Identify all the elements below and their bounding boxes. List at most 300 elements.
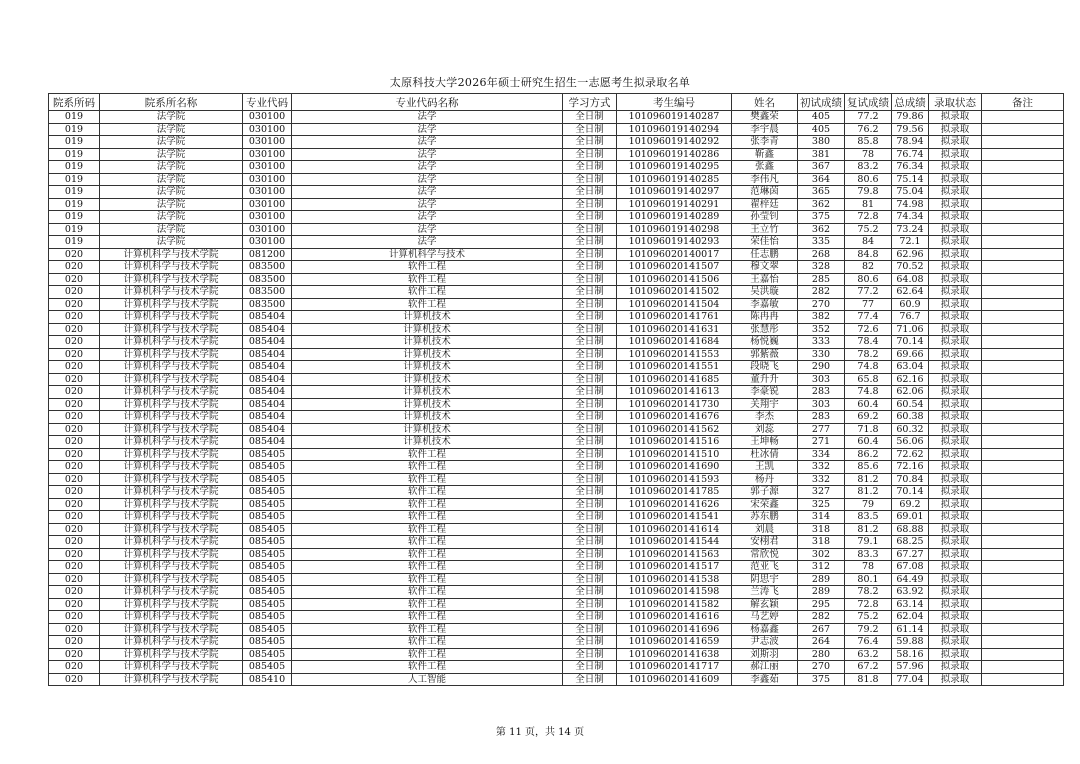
- cell-student-name: 安栩君: [732, 536, 798, 549]
- cell-major-code: 085405: [243, 448, 292, 461]
- cell-dept-code: 020: [49, 323, 100, 336]
- cell-major-code: 030100: [243, 173, 292, 186]
- cell-admission-status: 拟录取: [929, 548, 982, 561]
- cell-remarks: [982, 298, 1064, 311]
- cell-dept-name: 计算机科学与技术学院: [100, 298, 243, 311]
- cell-prelim-score: 327: [798, 486, 845, 499]
- cell-student-name: 尹志波: [732, 636, 798, 649]
- cell-dept-code: 020: [49, 336, 100, 349]
- cell-prelim-score: 303: [798, 373, 845, 386]
- cell-remarks: [982, 623, 1064, 636]
- cell-total-score: 63.04: [892, 361, 929, 374]
- cell-major-code: 085405: [243, 536, 292, 549]
- cell-total-score: 67.27: [892, 548, 929, 561]
- cell-remarks: [982, 261, 1064, 274]
- cell-major-name: 软件工程: [292, 511, 563, 524]
- cell-retest-score: 76.4: [845, 636, 892, 649]
- cell-retest-score: 77.2: [845, 286, 892, 299]
- cell-candidate-id: 101096020141598: [617, 586, 732, 599]
- cell-prelim-score: 280: [798, 648, 845, 661]
- cell-prelim-score: 314: [798, 511, 845, 524]
- cell-student-name: 杨丹: [732, 473, 798, 486]
- cell-dept-name: 计算机科学与技术学院: [100, 411, 243, 424]
- cell-retest-score: 72.6: [845, 323, 892, 336]
- cell-student-name: 董升升: [732, 373, 798, 386]
- cell-candidate-id: 101096019140289: [617, 211, 732, 224]
- cell-admission-status: 拟录取: [929, 223, 982, 236]
- cell-remarks: [982, 198, 1064, 211]
- cell-dept-code: 020: [49, 673, 100, 686]
- cell-candidate-id: 101096019140295: [617, 161, 732, 174]
- cell-major-code: 085405: [243, 523, 292, 536]
- cell-student-name: 靳鑫: [732, 148, 798, 161]
- cell-admission-status: 拟录取: [929, 148, 982, 161]
- cell-candidate-id: 101096020141761: [617, 311, 732, 324]
- cell-major-name: 软件工程: [292, 448, 563, 461]
- cell-admission-status: 拟录取: [929, 261, 982, 274]
- cell-dept-name: 计算机科学与技术学院: [100, 636, 243, 649]
- cell-prelim-score: 328: [798, 261, 845, 274]
- cell-total-score: 60.54: [892, 398, 929, 411]
- column-header-dept-name: 院系所名称: [100, 94, 243, 111]
- cell-remarks: [982, 423, 1064, 436]
- cell-study-mode: 全日制: [563, 536, 617, 549]
- cell-major-code: 085405: [243, 511, 292, 524]
- cell-candidate-id: 101096019140285: [617, 173, 732, 186]
- cell-retest-score: 75.2: [845, 611, 892, 624]
- cell-dept-name: 计算机科学与技术学院: [100, 673, 243, 686]
- cell-major-name: 软件工程: [292, 561, 563, 574]
- cell-dept-name: 计算机科学与技术学院: [100, 623, 243, 636]
- cell-major-name: 计算机技术: [292, 361, 563, 374]
- cell-retest-score: 74.8: [845, 361, 892, 374]
- cell-dept-name: 计算机科学与技术学院: [100, 398, 243, 411]
- table-row: [49, 123, 1064, 136]
- cell-retest-score: 79.1: [845, 536, 892, 549]
- cell-candidate-id: 101096020141696: [617, 623, 732, 636]
- cell-dept-code: 019: [49, 186, 100, 199]
- cell-remarks: [982, 323, 1064, 336]
- cell-retest-score: 78.2: [845, 348, 892, 361]
- cell-major-name: 软件工程: [292, 273, 563, 286]
- cell-total-score: 70.14: [892, 486, 929, 499]
- cell-dept-code: 020: [49, 511, 100, 524]
- cell-major-code: 030100: [243, 148, 292, 161]
- cell-major-code: 085405: [243, 623, 292, 636]
- cell-admission-status: 拟录取: [929, 611, 982, 624]
- cell-dept-name: 法学院: [100, 186, 243, 199]
- cell-student-name: 王坤畅: [732, 436, 798, 449]
- cell-admission-status: 拟录取: [929, 536, 982, 549]
- cell-retest-score: 60.4: [845, 398, 892, 411]
- cell-student-name: 杨悦巍: [732, 336, 798, 349]
- cell-retest-score: 81.2: [845, 486, 892, 499]
- cell-retest-score: 74.8: [845, 386, 892, 399]
- cell-candidate-id: 101096020141659: [617, 636, 732, 649]
- document-title: 太原科技大学2026年硕士研究生招生一志愿考生拟录取名单: [389, 76, 691, 89]
- table-row: [49, 636, 1064, 649]
- column-header-study-mode: 学习方式: [563, 94, 617, 111]
- cell-major-code: 030100: [243, 186, 292, 199]
- cell-dept-code: 020: [49, 461, 100, 474]
- cell-total-score: 76.34: [892, 161, 929, 174]
- cell-admission-status: 拟录取: [929, 448, 982, 461]
- cell-candidate-id: 101096020141563: [617, 548, 732, 561]
- cell-total-score: 62.64: [892, 286, 929, 299]
- cell-total-score: 68.88: [892, 523, 929, 536]
- cell-total-score: 71.06: [892, 323, 929, 336]
- cell-dept-code: 020: [49, 436, 100, 449]
- cell-total-score: 67.08: [892, 561, 929, 574]
- cell-major-name: 软件工程: [292, 548, 563, 561]
- cell-major-name: 法学: [292, 111, 563, 124]
- column-header-student-name: 姓名: [732, 94, 798, 111]
- cell-major-code: 083500: [243, 298, 292, 311]
- cell-dept-name: 法学院: [100, 148, 243, 161]
- cell-dept-name: 计算机科学与技术学院: [100, 273, 243, 286]
- cell-student-name: 李伟凡: [732, 173, 798, 186]
- cell-major-name: 软件工程: [292, 598, 563, 611]
- cell-retest-score: 80.1: [845, 573, 892, 586]
- cell-candidate-id: 101096019140293: [617, 236, 732, 249]
- cell-total-score: 78.94: [892, 136, 929, 149]
- cell-major-name: 软件工程: [292, 461, 563, 474]
- cell-remarks: [982, 361, 1064, 374]
- cell-candidate-id: 101096020141676: [617, 411, 732, 424]
- cell-admission-status: 拟录取: [929, 361, 982, 374]
- cell-study-mode: 全日制: [563, 173, 617, 186]
- cell-admission-status: 拟录取: [929, 336, 982, 349]
- cell-admission-status: 拟录取: [929, 523, 982, 536]
- cell-dept-code: 020: [49, 486, 100, 499]
- cell-total-score: 60.9: [892, 298, 929, 311]
- cell-retest-score: 65.8: [845, 373, 892, 386]
- cell-student-name: 王立竹: [732, 223, 798, 236]
- cell-retest-score: 78: [845, 148, 892, 161]
- cell-major-code: 085404: [243, 386, 292, 399]
- cell-major-code: 085404: [243, 373, 292, 386]
- cell-dept-name: 计算机科学与技术学院: [100, 548, 243, 561]
- cell-major-name: 计算机技术: [292, 386, 563, 399]
- cell-dept-code: 019: [49, 161, 100, 174]
- cell-retest-score: 83.2: [845, 161, 892, 174]
- table-body: [49, 111, 1064, 686]
- cell-study-mode: 全日制: [563, 523, 617, 536]
- cell-study-mode: 全日制: [563, 161, 617, 174]
- cell-total-score: 72.1: [892, 236, 929, 249]
- cell-student-name: 翟梓廷: [732, 198, 798, 211]
- cell-student-name: 范琳茵: [732, 186, 798, 199]
- cell-major-name: 法学: [292, 161, 563, 174]
- cell-dept-code: 020: [49, 448, 100, 461]
- cell-admission-status: 拟录取: [929, 586, 982, 599]
- cell-prelim-score: 380: [798, 136, 845, 149]
- cell-major-code: 085404: [243, 436, 292, 449]
- table-row: [49, 111, 1064, 124]
- cell-student-name: 穆文翠: [732, 261, 798, 274]
- cell-study-mode: 全日制: [563, 273, 617, 286]
- cell-retest-score: 81.2: [845, 523, 892, 536]
- cell-dept-code: 020: [49, 561, 100, 574]
- cell-major-code: 085405: [243, 461, 292, 474]
- cell-admission-status: 拟录取: [929, 423, 982, 436]
- table-row: [49, 211, 1064, 224]
- cell-major-code: 030100: [243, 211, 292, 224]
- cell-student-name: 常欣悦: [732, 548, 798, 561]
- cell-major-name: 软件工程: [292, 611, 563, 624]
- cell-dept-code: 020: [49, 636, 100, 649]
- cell-study-mode: 全日制: [563, 498, 617, 511]
- table-row: [49, 461, 1064, 474]
- cell-major-name: 软件工程: [292, 573, 563, 586]
- cell-total-score: 57.96: [892, 661, 929, 674]
- cell-major-name: 软件工程: [292, 648, 563, 661]
- cell-prelim-score: 270: [798, 298, 845, 311]
- cell-candidate-id: 101096020141730: [617, 398, 732, 411]
- cell-remarks: [982, 211, 1064, 224]
- cell-student-name: 张鑫: [732, 161, 798, 174]
- cell-remarks: [982, 461, 1064, 474]
- cell-study-mode: 全日制: [563, 473, 617, 486]
- cell-prelim-score: 352: [798, 323, 845, 336]
- cell-candidate-id: 101096020141631: [617, 323, 732, 336]
- cell-remarks: [982, 373, 1064, 386]
- cell-dept-name: 计算机科学与技术学院: [100, 373, 243, 386]
- cell-retest-score: 69.2: [845, 411, 892, 424]
- cell-study-mode: 全日制: [563, 611, 617, 624]
- cell-total-score: 75.04: [892, 186, 929, 199]
- cell-remarks: [982, 636, 1064, 649]
- table-row: [49, 186, 1064, 199]
- cell-retest-score: 78.4: [845, 336, 892, 349]
- cell-dept-name: 法学院: [100, 236, 243, 249]
- cell-dept-name: 计算机科学与技术学院: [100, 536, 243, 549]
- cell-prelim-score: 271: [798, 436, 845, 449]
- cell-remarks: [982, 611, 1064, 624]
- table-row: [49, 311, 1064, 324]
- cell-dept-code: 019: [49, 148, 100, 161]
- cell-dept-code: 019: [49, 123, 100, 136]
- cell-remarks: [982, 511, 1064, 524]
- cell-dept-name: 计算机科学与技术学院: [100, 348, 243, 361]
- cell-prelim-score: 318: [798, 536, 845, 549]
- cell-prelim-score: 290: [798, 361, 845, 374]
- table-row: [49, 386, 1064, 399]
- table-row: [49, 673, 1064, 686]
- cell-dept-code: 019: [49, 211, 100, 224]
- cell-dept-name: 法学院: [100, 198, 243, 211]
- cell-major-code: 085405: [243, 636, 292, 649]
- cell-dept-name: 计算机科学与技术学院: [100, 586, 243, 599]
- cell-total-score: 74.34: [892, 211, 929, 224]
- cell-total-score: 59.88: [892, 636, 929, 649]
- cell-retest-score: 77: [845, 298, 892, 311]
- cell-prelim-score: 362: [798, 198, 845, 211]
- cell-major-name: 法学: [292, 198, 563, 211]
- cell-study-mode: 全日制: [563, 386, 617, 399]
- cell-major-code: 030100: [243, 111, 292, 124]
- cell-prelim-score: 289: [798, 586, 845, 599]
- cell-major-name: 软件工程: [292, 298, 563, 311]
- cell-remarks: [982, 573, 1064, 586]
- table-row: [49, 511, 1064, 524]
- cell-major-code: 085404: [243, 361, 292, 374]
- cell-prelim-score: 332: [798, 473, 845, 486]
- cell-major-name: 计算机技术: [292, 373, 563, 386]
- cell-admission-status: 拟录取: [929, 411, 982, 424]
- cell-remarks: [982, 248, 1064, 261]
- cell-study-mode: 全日制: [563, 636, 617, 649]
- table-row: [49, 661, 1064, 674]
- cell-student-name: 李杰: [732, 411, 798, 424]
- cell-dept-name: 计算机科学与技术学院: [100, 611, 243, 624]
- cell-student-name: 段晓飞: [732, 361, 798, 374]
- cell-prelim-score: 283: [798, 386, 845, 399]
- table-row: [49, 236, 1064, 249]
- table-row: [49, 136, 1064, 149]
- cell-study-mode: 全日制: [563, 448, 617, 461]
- cell-dept-name: 计算机科学与技术学院: [100, 336, 243, 349]
- cell-admission-status: 拟录取: [929, 486, 982, 499]
- cell-study-mode: 全日制: [563, 298, 617, 311]
- cell-major-name: 法学: [292, 136, 563, 149]
- cell-admission-status: 拟录取: [929, 161, 982, 174]
- cell-dept-name: 计算机科学与技术学院: [100, 361, 243, 374]
- cell-dept-name: 计算机科学与技术学院: [100, 561, 243, 574]
- cell-major-name: 法学: [292, 173, 563, 186]
- cell-study-mode: 全日制: [563, 598, 617, 611]
- cell-prelim-score: 405: [798, 111, 845, 124]
- cell-dept-name: 法学院: [100, 223, 243, 236]
- cell-candidate-id: 101096020141609: [617, 673, 732, 686]
- table-row: [49, 361, 1064, 374]
- cell-study-mode: 全日制: [563, 411, 617, 424]
- cell-major-code: 085405: [243, 498, 292, 511]
- table-row: [49, 273, 1064, 286]
- cell-prelim-score: 270: [798, 661, 845, 674]
- cell-remarks: [982, 123, 1064, 136]
- cell-admission-status: 拟录取: [929, 573, 982, 586]
- cell-major-code: 085404: [243, 311, 292, 324]
- cell-remarks: [982, 673, 1064, 686]
- cell-admission-status: 拟录取: [929, 136, 982, 149]
- cell-dept-name: 计算机科学与技术学院: [100, 661, 243, 674]
- cell-dept-name: 法学院: [100, 123, 243, 136]
- cell-dept-name: 计算机科学与技术学院: [100, 523, 243, 536]
- cell-remarks: [982, 586, 1064, 599]
- table-row: [49, 536, 1064, 549]
- cell-remarks: [982, 311, 1064, 324]
- cell-retest-score: 72.8: [845, 211, 892, 224]
- cell-major-name: 软件工程: [292, 623, 563, 636]
- cell-major-name: 法学: [292, 223, 563, 236]
- cell-admission-status: 拟录取: [929, 386, 982, 399]
- cell-study-mode: 全日制: [563, 661, 617, 674]
- cell-study-mode: 全日制: [563, 423, 617, 436]
- cell-prelim-score: 282: [798, 611, 845, 624]
- cell-dept-name: 计算机科学与技术学院: [100, 261, 243, 274]
- cell-major-name: 法学: [292, 236, 563, 249]
- cell-study-mode: 全日制: [563, 486, 617, 499]
- table-row: [49, 411, 1064, 424]
- cell-major-name: 软件工程: [292, 636, 563, 649]
- cell-admission-status: 拟录取: [929, 623, 982, 636]
- cell-major-name: 软件工程: [292, 586, 563, 599]
- cell-admission-status: 拟录取: [929, 248, 982, 261]
- cell-admission-status: 拟录取: [929, 561, 982, 574]
- cell-retest-score: 84.8: [845, 248, 892, 261]
- cell-retest-score: 83.3: [845, 548, 892, 561]
- cell-candidate-id: 101096020141507: [617, 261, 732, 274]
- cell-dept-code: 020: [49, 411, 100, 424]
- cell-retest-score: 79.2: [845, 623, 892, 636]
- cell-prelim-score: 303: [798, 398, 845, 411]
- cell-study-mode: 全日制: [563, 348, 617, 361]
- cell-major-name: 法学: [292, 148, 563, 161]
- cell-admission-status: 拟录取: [929, 323, 982, 336]
- column-header-remarks: 备注: [982, 94, 1064, 111]
- cell-total-score: 56.06: [892, 436, 929, 449]
- cell-major-name: 计算机技术: [292, 423, 563, 436]
- cell-candidate-id: 101096019140298: [617, 223, 732, 236]
- cell-total-score: 69.01: [892, 511, 929, 524]
- cell-study-mode: 全日制: [563, 111, 617, 124]
- cell-admission-status: 拟录取: [929, 123, 982, 136]
- column-header-major-code: 专业代码: [243, 94, 292, 111]
- cell-major-name: 法学: [292, 211, 563, 224]
- cell-dept-code: 019: [49, 136, 100, 149]
- cell-major-code: 085405: [243, 598, 292, 611]
- cell-admission-status: 拟录取: [929, 211, 982, 224]
- cell-prelim-score: 381: [798, 148, 845, 161]
- cell-major-code: 030100: [243, 223, 292, 236]
- cell-student-name: 郝江丽: [732, 661, 798, 674]
- cell-prelim-score: 405: [798, 123, 845, 136]
- cell-remarks: [982, 536, 1064, 549]
- cell-prelim-score: 375: [798, 211, 845, 224]
- table-row: [49, 223, 1064, 236]
- cell-dept-name: 计算机科学与技术学院: [100, 448, 243, 461]
- cell-retest-score: 67.2: [845, 661, 892, 674]
- cell-major-code: 085410: [243, 673, 292, 686]
- cell-student-name: 范亚飞: [732, 561, 798, 574]
- cell-dept-name: 计算机科学与技术学院: [100, 598, 243, 611]
- cell-student-name: 王嘉怡: [732, 273, 798, 286]
- cell-study-mode: 全日制: [563, 198, 617, 211]
- cell-dept-code: 020: [49, 373, 100, 386]
- cell-dept-code: 020: [49, 348, 100, 361]
- cell-major-code: 030100: [243, 198, 292, 211]
- cell-student-name: 李鑫茹: [732, 673, 798, 686]
- cell-retest-score: 60.4: [845, 436, 892, 449]
- cell-admission-status: 拟录取: [929, 286, 982, 299]
- column-header-retest-score: 复试成绩: [845, 94, 892, 111]
- cell-retest-score: 76.2: [845, 123, 892, 136]
- cell-total-score: 75.14: [892, 173, 929, 186]
- table-row: [49, 173, 1064, 186]
- cell-major-name: 计算机技术: [292, 348, 563, 361]
- cell-major-name: 计算机技术: [292, 336, 563, 349]
- table-row: [49, 598, 1064, 611]
- cell-prelim-score: 375: [798, 673, 845, 686]
- cell-dept-name: 法学院: [100, 111, 243, 124]
- cell-student-name: 刘斯羽: [732, 648, 798, 661]
- cell-student-name: 孙莹钊: [732, 211, 798, 224]
- cell-dept-code: 020: [49, 286, 100, 299]
- page-footer: 第 11 页，共 14 页: [495, 727, 585, 738]
- cell-prelim-score: 367: [798, 161, 845, 174]
- cell-total-score: 79.56: [892, 123, 929, 136]
